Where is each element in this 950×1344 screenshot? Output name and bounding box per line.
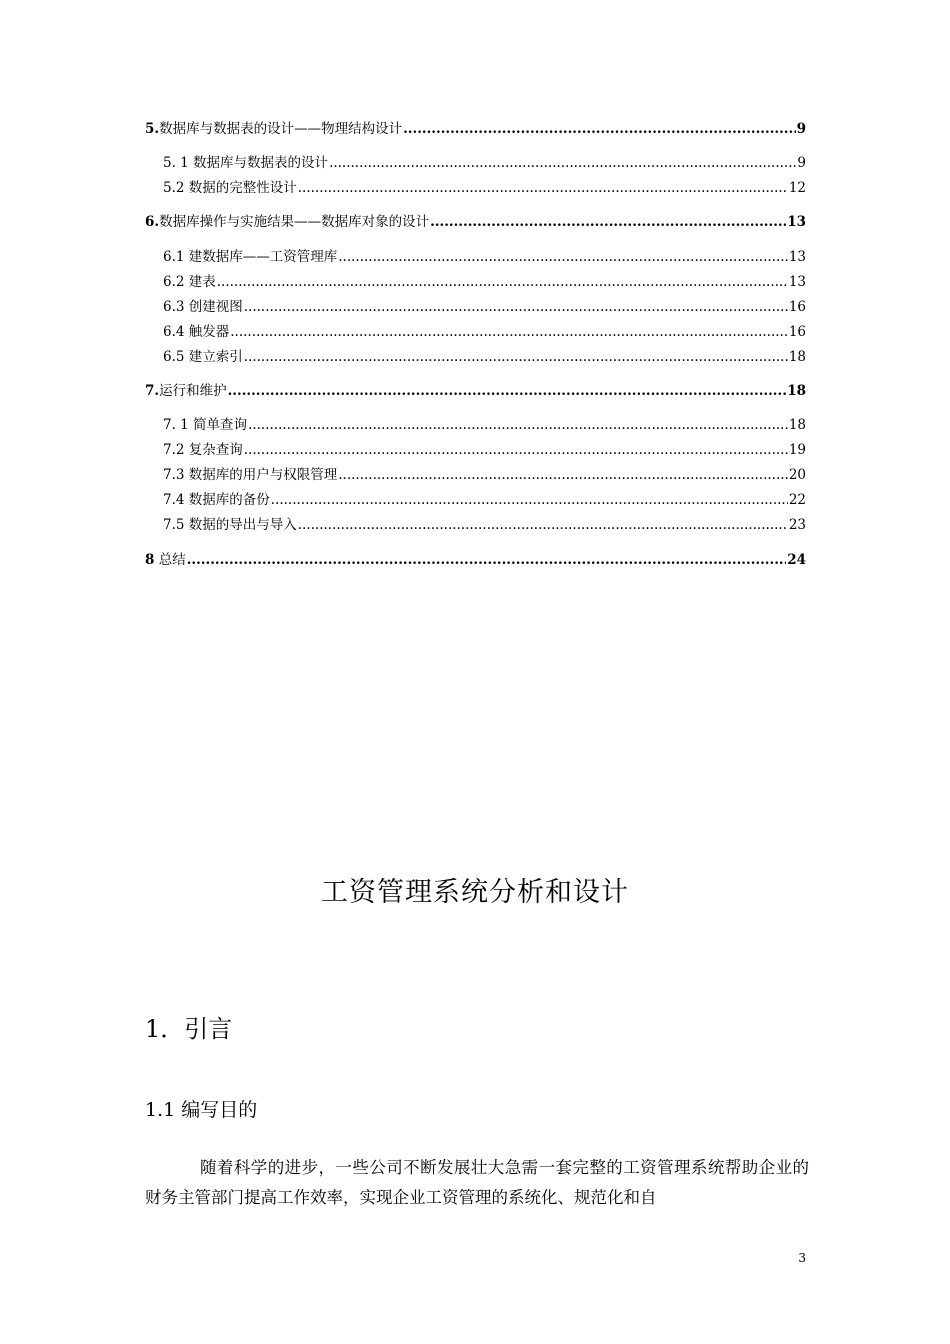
toc-entry[interactable] xyxy=(163,515,806,535)
toc-entry-page: 16 xyxy=(788,324,806,340)
toc-entry-title: 运行和维护 xyxy=(159,383,227,399)
toc-entry-title: 数据库与数据表的设计——物理结构设计 xyxy=(159,121,403,137)
toc-entry-page: 9 xyxy=(797,155,806,171)
subsection-heading: 1.1 编写目的 xyxy=(145,1099,258,1121)
toc-entry-title: 6.3 创建视图 xyxy=(163,299,243,315)
toc-leader-dots xyxy=(187,550,787,570)
toc-entry-number: 5. xyxy=(145,121,160,137)
toc-entry[interactable] xyxy=(163,415,806,435)
toc-entry-title: 6.2 建表 xyxy=(163,274,216,290)
toc-entry-page: 18 xyxy=(787,383,806,399)
toc-entry-page: 18 xyxy=(788,417,806,433)
toc-entry-page: 20 xyxy=(788,467,806,483)
toc-leader-dots xyxy=(244,347,788,367)
toc-entry[interactable] xyxy=(163,322,806,342)
toc-leader-dots xyxy=(338,247,788,267)
toc-leader-dots xyxy=(329,153,796,173)
toc-entry-page: 13 xyxy=(788,274,806,290)
toc-entry-title: 6.4 触发器 xyxy=(163,324,230,340)
toc-entry[interactable] xyxy=(163,153,806,173)
toc-leader-dots xyxy=(338,465,788,485)
toc-entry-title: 数据库操作与实施结果——数据库对象的设计 xyxy=(159,214,430,230)
toc-entry[interactable] xyxy=(163,272,806,292)
toc-entry-title: 7.3 数据库的用户与权限管理 xyxy=(163,467,338,483)
toc-entry-page: 22 xyxy=(788,492,806,508)
toc-entry-number: 6. xyxy=(145,214,160,230)
toc-entry-title: 6.5 建立索引 xyxy=(163,349,243,365)
toc-entry-title: 7.2 复杂查询 xyxy=(163,442,243,458)
toc-leader-dots xyxy=(248,415,788,435)
toc-entry-number: 8 xyxy=(145,552,155,568)
toc-leader-dots xyxy=(271,490,788,510)
toc-entry-title: 7.4 数据库的备份 xyxy=(163,492,270,508)
toc-entry-page: 18 xyxy=(788,349,806,365)
toc-entry-title: 6.1 建数据库——工资管理库 xyxy=(163,249,338,265)
toc-entry-page: 13 xyxy=(787,214,806,230)
toc-leader-dots xyxy=(244,297,788,317)
toc-entry-title: 7.5 数据的导出与导入 xyxy=(163,517,297,533)
toc-entry-page: 12 xyxy=(788,180,806,196)
toc-leader-dots xyxy=(217,272,788,292)
toc-entry[interactable] xyxy=(163,247,806,267)
toc-leader-dots xyxy=(244,440,788,460)
toc-entry[interactable] xyxy=(163,178,806,198)
toc-entry[interactable] xyxy=(163,490,806,510)
body-paragraph: 随着科学的进步，一些公司不断发展壮大急需一套完整的工资管理系统帮助企业的财务主管部门提高工作效率，实现企业工资管理的系统化、规范化和自 xyxy=(145,1158,809,1207)
toc-leader-dots xyxy=(298,178,788,198)
toc-entry-page: 9 xyxy=(796,121,806,137)
toc-leader-dots xyxy=(298,515,788,535)
toc-entry[interactable] xyxy=(145,119,806,139)
toc-entry-page: 13 xyxy=(788,249,806,265)
toc-entry-title: 7. 1 简单查询 xyxy=(163,417,248,433)
document-title: 工资管理系统分析和设计 xyxy=(321,877,629,908)
toc-entry[interactable] xyxy=(163,347,806,367)
page-number: 3 xyxy=(798,1251,806,1265)
toc-leader-dots xyxy=(228,381,787,401)
section-heading: 1．引言 xyxy=(145,1015,233,1043)
toc-entry[interactable] xyxy=(145,381,806,401)
toc-leader-dots xyxy=(430,212,786,232)
toc-entry[interactable] xyxy=(145,550,806,570)
toc-entry[interactable] xyxy=(145,212,806,232)
toc-entry-page: 23 xyxy=(788,517,806,533)
toc-entry[interactable] xyxy=(163,297,806,317)
toc-entry-title: 5.2 数据的完整性设计 xyxy=(163,180,297,196)
toc-entry-page: 24 xyxy=(787,552,806,568)
toc-entry-title: 5. 1 数据库与数据表的设计 xyxy=(163,155,329,171)
toc-leader-dots xyxy=(230,322,788,342)
toc-entry[interactable] xyxy=(163,465,806,485)
toc-entry-page: 19 xyxy=(788,442,806,458)
toc-entry-number: 7. xyxy=(145,383,160,399)
toc-leader-dots xyxy=(403,119,796,139)
toc-entry-title: 总结 xyxy=(154,552,186,568)
toc-entry-page: 16 xyxy=(788,299,806,315)
toc-entry[interactable] xyxy=(163,440,806,460)
